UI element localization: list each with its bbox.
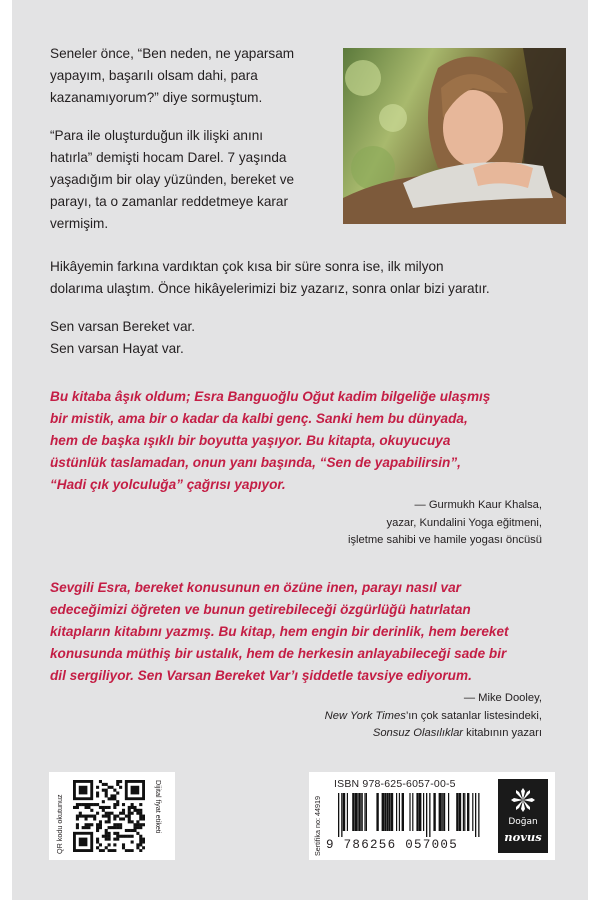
intro-line: hatırla” demişti hocam Darel. 7 yaşında <box>50 150 287 165</box>
isbn-barcode <box>334 793 484 837</box>
attribution-line: ’ın çok satanlar listesindeki, <box>405 709 542 722</box>
attribution-line: — Mike Dooley, <box>463 692 542 704</box>
isbn-label: ISBN 978-625-6057-00-5 <box>334 778 456 790</box>
book-title: Sonsuz Olasılıklar <box>372 727 464 739</box>
quote-line: kitapların kitabını yazmış. Bu kitap, hem engin bir derinlik, hem bereket <box>50 624 509 639</box>
flower-icon <box>511 787 535 813</box>
quote-line: Bu kitaba âşık oldum; Esra Banguoğlu Oğut kadim bilgeliğe ulaşmış <box>50 389 491 404</box>
publisher-name-top: Doğan <box>508 817 538 827</box>
barcode-panel <box>309 772 555 860</box>
quote-line: konusunda müthiş bir ustalık, hem de herkesin anlayabileceği sade bir <box>50 646 507 661</box>
intro-paragraph-1 <box>50 43 294 109</box>
intro-line: vermişim. <box>50 216 109 231</box>
intro-line: dolarıma ulaştım. Önce hikâyelerimizi biz yazarız, sonra onlar bizi yaratır. <box>50 281 490 296</box>
publisher-logo <box>498 779 548 853</box>
endorsement-attribution-1 <box>348 497 542 550</box>
qr-instruction-label: QR kodu okutunuz <box>55 794 64 854</box>
attribution-line: yazar, Kundalini Yoga eğitmeni, <box>386 516 542 529</box>
back-cover <box>12 0 588 900</box>
intro-line: Hikâyemin farkına vardıktan çok kısa bir süre sonra ise, ilk milyon <box>50 259 444 274</box>
quote-line: bir mistik, ama bir o kadar da kalbi genç. Sanki hem bu dünyada, <box>50 411 468 426</box>
attribution-line: — Gurmukh Kaur Khalsa, <box>414 499 542 511</box>
certificate-number: Sertifika no: 44919 <box>313 796 322 856</box>
quote-line: edeceğimizi öğreten ve bunun getirebileceği özgürlüğü hatırlatan <box>50 602 471 617</box>
quote-line: dil sergiliyor. Sen Varsan Bereket Var’ı şiddetle tavsiye ediyorum. <box>50 668 472 683</box>
intro-line: Sen varsan Hayat var. <box>50 341 184 356</box>
intro-paragraph-3 <box>50 256 490 300</box>
intro-line: parayı, ta o zamanlar reddetmeye karar <box>50 194 289 209</box>
endorsement-attribution-2 <box>325 690 542 743</box>
quote-line: üstünlük taslamadan, onun yanı başında, “Sen de yapabilirsin”, <box>50 455 461 470</box>
endorsement-quote-2 <box>50 577 570 687</box>
intro-line: “Para ile oluşturduğun ilk ilişki anını <box>50 128 264 143</box>
intro-line: Sen varsan Bereket var. <box>50 319 196 334</box>
digital-price-tag-panel <box>49 772 175 860</box>
publisher-name-bottom: novus <box>504 830 542 844</box>
quote-line: “Hadi çık yolculuğa” çağrısı yapıyor. <box>50 477 286 492</box>
intro-line: Seneler önce, “Ben neden, ne yaparsam <box>50 46 295 61</box>
attribution-line: kitabının yazarı <box>463 727 542 739</box>
intro-paragraph-2 <box>50 125 294 235</box>
intro-line: yapayım, başarılı olsam dahi, para <box>50 68 258 83</box>
endorsement-quote-1 <box>50 386 570 496</box>
author-photo <box>343 48 566 224</box>
intro-line: kazanamıyorum?” diye sormuştum. <box>50 90 263 105</box>
qr-code[interactable] <box>73 780 145 852</box>
newspaper-title: New York Times <box>324 709 406 722</box>
digital-price-label: Dijital fiyat etiketi <box>154 780 163 834</box>
quote-line: hem de başka ışıklı bir boyutta yaşıyor. Bu kitapta, okuyucuya <box>50 433 451 448</box>
attribution-line: işletme sahibi ve hamile yogası öncüsü <box>347 534 542 546</box>
ean-number: 9 786256 057005 <box>326 838 459 852</box>
intro-line: yaşadığım bir olay yüzünden, bereket ve <box>50 172 295 187</box>
quote-line: Sevgili Esra, bereket konusunun en özüne inen, parayı nasıl var <box>50 580 461 595</box>
intro-paragraph-4 <box>50 316 195 360</box>
